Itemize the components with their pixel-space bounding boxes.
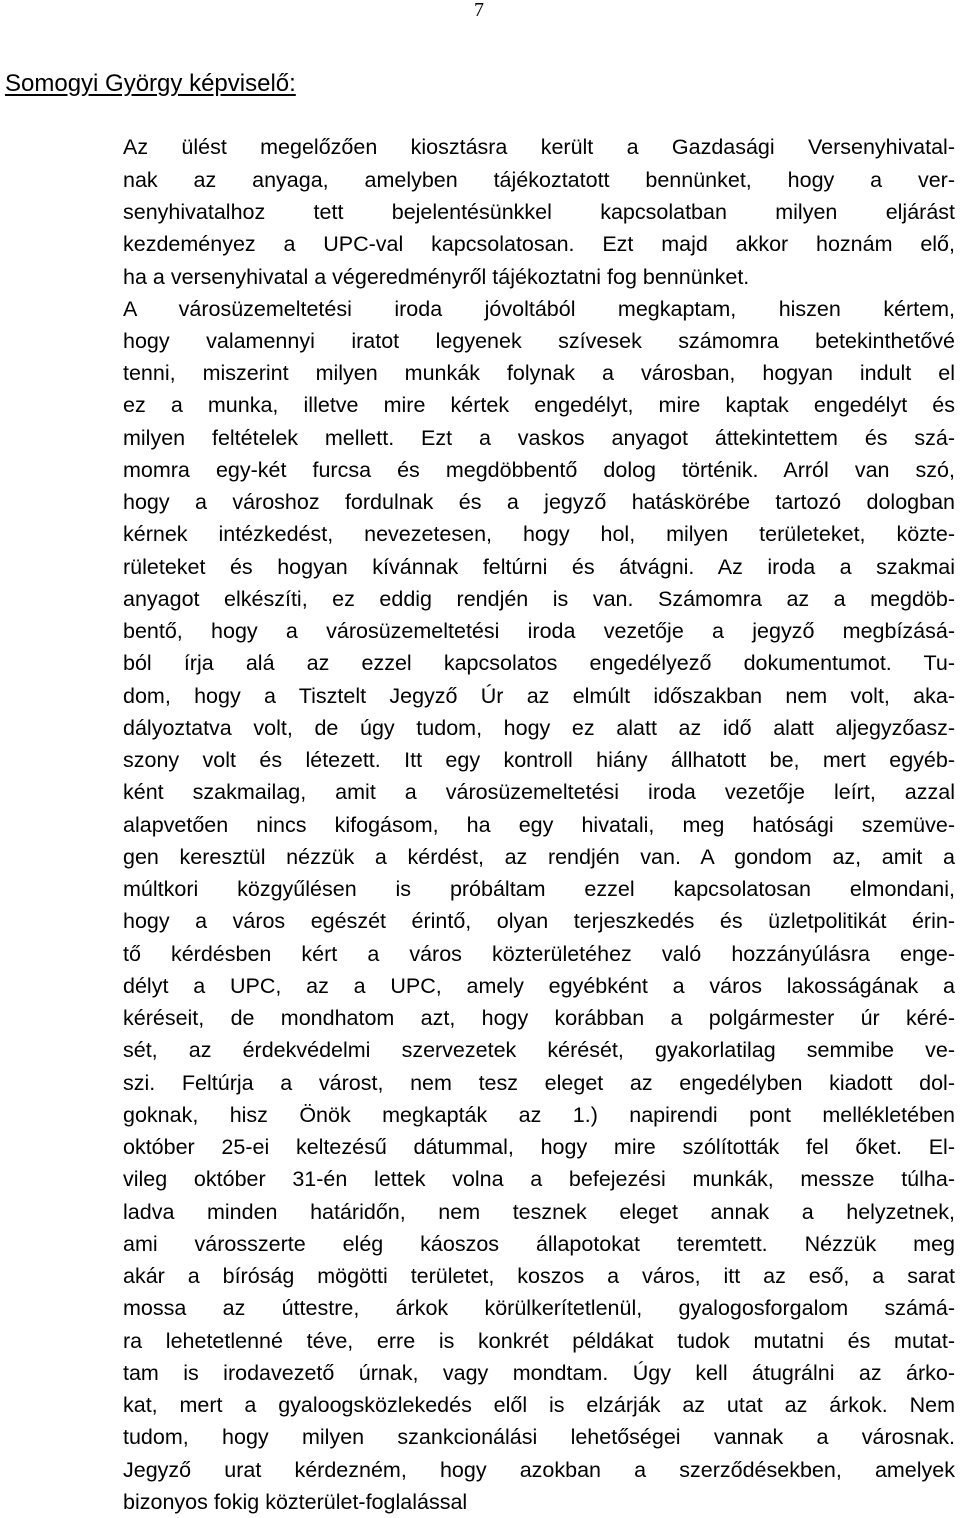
body-line: Jegyző urat kérdezném, hogy azokban a szerződésekben, amelyek	[123, 1458, 955, 1482]
speaker-heading: Somogyi György képviselő:	[5, 70, 296, 97]
body-line: ami városszerte elég káoszos állapotokat teremtett. Nézzük meg	[123, 1232, 955, 1256]
body-line: dályoztatva volt, de úgy tudom, hogy ez alatt az idő alatt aljegyzőasz-	[123, 716, 955, 740]
body-line: délyt a UPC, az a UPC, amely egyébként a város lakosságának a	[123, 974, 955, 998]
body-line: szi. Feltúrja a várost, nem tesz eleget az engedélyben kiadott dol-	[123, 1071, 955, 1095]
body-line: tenni, miszerint milyen munkák folynak a városban, hogyan indult el	[123, 361, 955, 385]
body-line: mossa az úttestre, árkok körülkerítetlenül, gyalogosforgalom számá-	[123, 1296, 955, 1320]
body-line: hogy a város egészét érintő, olyan terjeszkedés és üzletpolitikát érin-	[123, 909, 955, 933]
body-line: A városüzemeltetési iroda jóvoltából megkaptam, hiszen kértem,	[123, 297, 955, 321]
body-line: múltkori közgyűlésen is próbáltam ezzel kapcsolatosan elmondani,	[123, 877, 955, 901]
body-line: tam is irodavezető úrnak, vagy mondtam. Úgy kell átugrálni az árko-	[123, 1361, 955, 1385]
body-line: szony volt és létezett. Itt egy kontroll hiány állhatott be, mert egyéb-	[123, 748, 955, 772]
body-line: goknak, hisz Önök megkapták az 1.) napirendi pont mellékletében	[123, 1103, 955, 1127]
body-line: tudom, hogy milyen szankcionálási lehetőségei vannak a városnak.	[123, 1425, 955, 1449]
body-line: ladva minden határidőn, nem tesznek eleget annak a helyzetnek,	[123, 1200, 955, 1224]
body-line: tő kérdésben kért a város közterületéhez való hozzányúlásra enge-	[123, 942, 955, 966]
page-number: 7	[474, 0, 484, 21]
body-line: ez a munka, illetve mire kértek engedélyt, mire kaptak engedélyt és	[123, 393, 955, 417]
body-line: momra egy-két furcsa és megdöbbentő dolog történik. Arról van szó,	[123, 458, 955, 482]
body-line: kéréseit, de mondhatom azt, hogy korábban a polgármester úr kéré-	[123, 1006, 955, 1030]
body-line: alapvetően nincs kifogásom, ha egy hivatali, meg hatósági szemüve-	[123, 813, 955, 837]
body-line: kat, mert a gyaloogsközlekedés elől is elzárják az utat az árkok. Nem	[123, 1393, 955, 1417]
body-line: vileg október 31-én lettek volna a befejezési munkák, messze túlha-	[123, 1167, 955, 1191]
body-line: bizonyos fokig közterület-foglalással	[123, 1490, 468, 1514]
body-line: bentő, hogy a városüzemeltetési iroda vezetője a jegyző megbízásá-	[123, 619, 955, 643]
body-line: ha a versenyhivatal a végeredményről tájékoztatni fog bennünket.	[123, 265, 750, 289]
body-line: ként szakmailag, amit a városüzemeltetési iroda vezetője leírt, azzal	[123, 780, 955, 804]
body-line: kérnek intézkedést, nevezetesen, hogy hol, milyen területeket, közte-	[123, 522, 955, 546]
body-line: gen keresztül nézzük a kérdést, az rendjén van. A gondom az, amit a	[123, 845, 955, 869]
body-line: ra lehetetlenné téve, erre is konkrét példákat tudok mutatni és mutat-	[123, 1329, 955, 1353]
body-line: senyhivatalhoz tett bejelentésünkkel kapcsolatban milyen eljárást	[123, 200, 955, 224]
body-line: Az ülést megelőzően kiosztásra került a Gazdasági Versenyhivatal-	[123, 135, 955, 159]
body-line: sét, az érdekvédelmi szervezetek kérését, gyakorlatilag semmibe ve-	[123, 1038, 955, 1062]
body-line: milyen feltételek mellett. Ezt a vaskos anyagot áttekintettem és szá-	[123, 426, 955, 450]
body-line: ból írja alá az ezzel kapcsolatos engedélyező dokumentumot. Tu-	[123, 651, 955, 675]
body-line: dom, hogy a Tisztelt Jegyző Úr az elmúlt időszakban nem volt, aka-	[123, 684, 955, 708]
body-line: rületeket és hogyan kívánnak feltúrni és átvágni. Az iroda a szakmai	[123, 555, 955, 579]
body-line: akár a bíróság mögötti területet, koszos a város, itt az eső, a sarat	[123, 1264, 955, 1288]
body-line: kezdeményez a UPC-val kapcsolatosan. Ezt majd akkor hoznám elő,	[123, 232, 955, 256]
body-line: anyagot elkészíti, ez eddig rendjén is van. Számomra az a megdöb-	[123, 587, 955, 611]
body-line: hogy a városhoz fordulnak és a jegyző hatáskörébe tartozó dologban	[123, 490, 955, 514]
body-line: hogy valamennyi iratot legyenek szívesek számomra betekinthetővé	[123, 329, 955, 353]
body-line: október 25-ei keltezésű dátummal, hogy mire szólították fel őket. El-	[123, 1135, 955, 1159]
body-line: nak az anyaga, amelyben tájékoztatott bennünket, hogy a ver-	[123, 168, 955, 192]
